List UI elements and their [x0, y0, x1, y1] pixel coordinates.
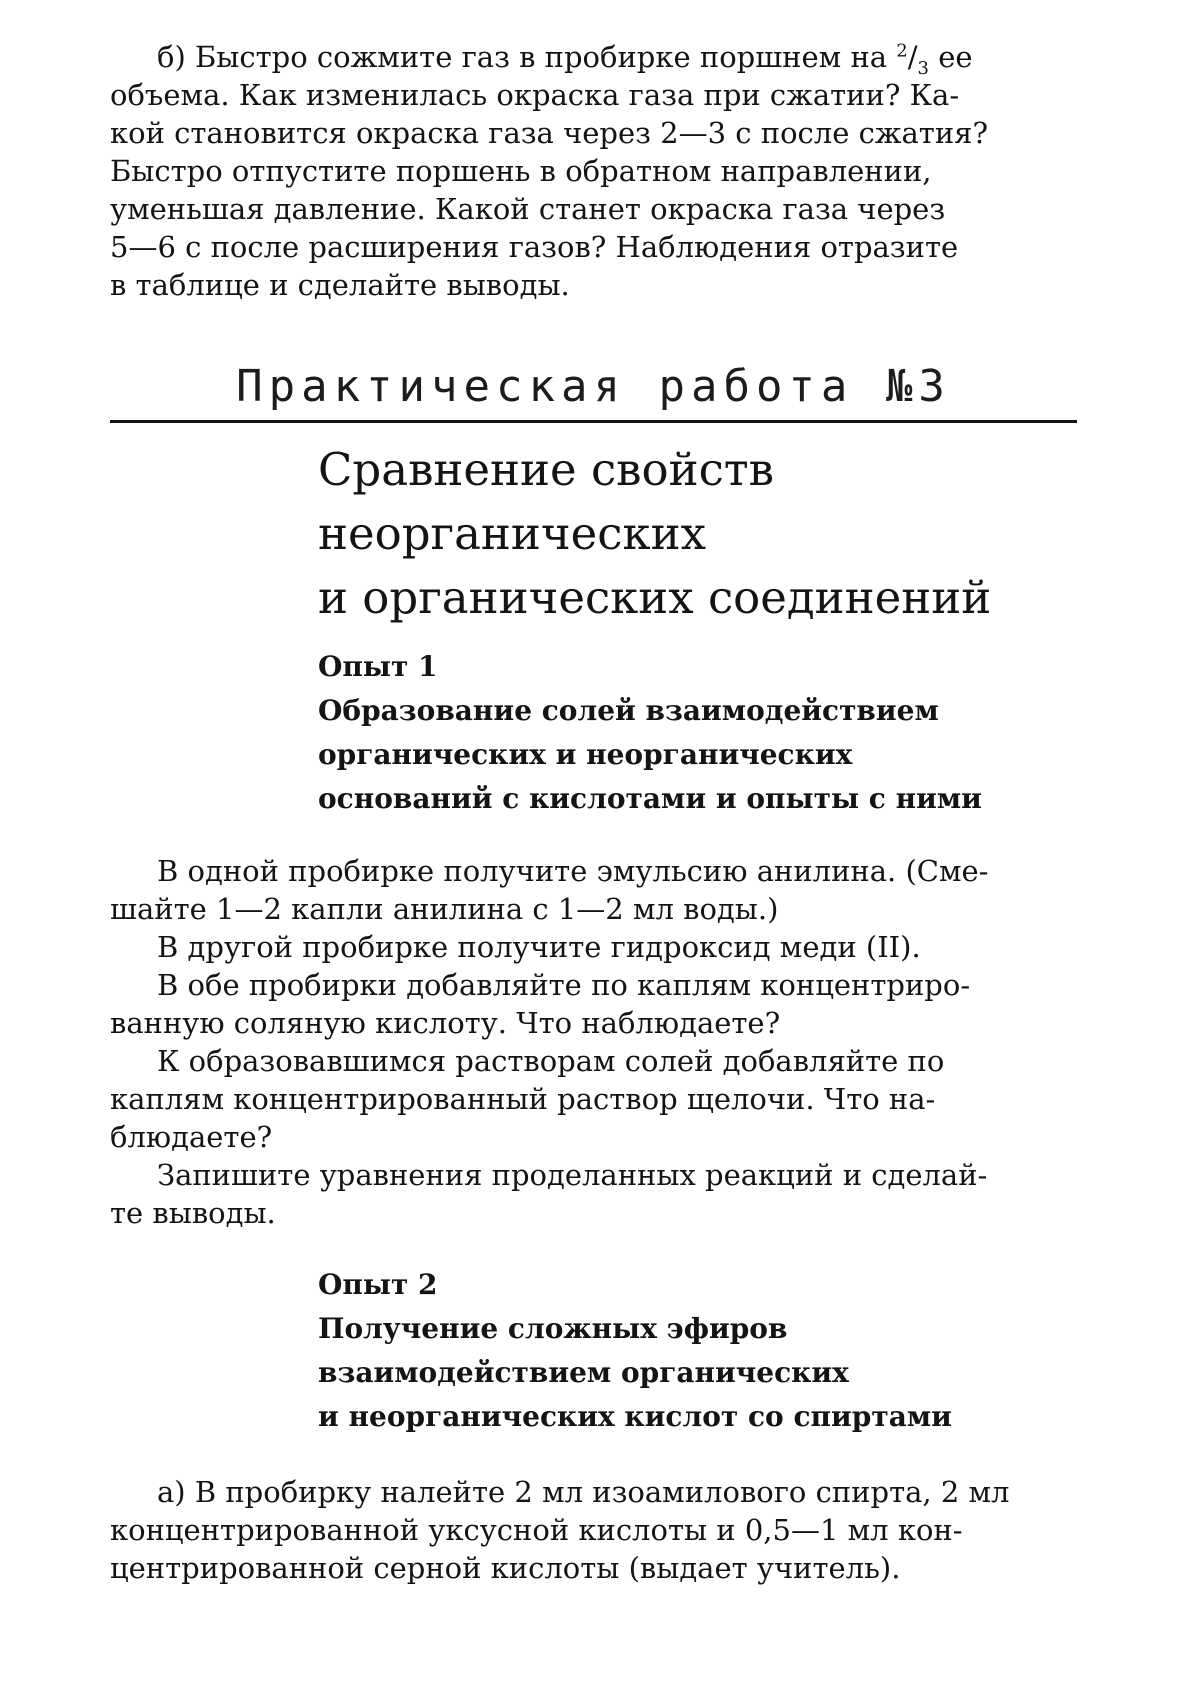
experiment-2-line: концентрированной уксусной кислоты и 0,5—1 мл кон-: [110, 1513, 963, 1547]
experiment-1-subtitle-line: органических и неорганических: [318, 738, 853, 771]
experiment-1-line: Запишите уравнения проделанных реакций и сделай-: [157, 1158, 988, 1192]
intro-line: 5—6 с после расширения газов? Наблюдения отразите: [110, 230, 959, 264]
experiment-1-line: шайте 1—2 капли анилина с 1—2 мл воды.): [110, 892, 779, 926]
experiment-1-text: [110, 852, 1077, 1232]
main-heading-line: неорганических: [318, 507, 706, 560]
intro-paragraph: [110, 38, 1077, 304]
intro-line: уменьшая давление. Какой станет окраска газа через: [110, 192, 946, 226]
experiment-1-subtitle-line: оснований с кислотами и опыты с ними: [318, 782, 982, 815]
fraction-numerator: 2: [896, 40, 908, 62]
intro-line: кой становится окраска газа через 2—3 с после сжатия?: [110, 116, 989, 150]
intro-line: [110, 38, 1077, 79]
experiment-1-line: В обе пробирки добавляйте по каплям концентриро-: [157, 968, 971, 1002]
experiment-1-subtitle-line: Образование солей взаимодействием: [318, 694, 939, 727]
experiment-2-line: а) В пробирку налейте 2 мл изоамилового спирта, 2 мл: [157, 1475, 1010, 1509]
experiment-2-subtitle-line: Получение сложных эфиров: [318, 1312, 788, 1345]
experiment-1-title: Опыт 1: [318, 650, 438, 683]
experiment-2-heading: [318, 1263, 1078, 1439]
experiment-2-text: [110, 1473, 1077, 1587]
experiment-1-line: В другой пробирке получите гидроксид меди (II).: [157, 930, 921, 964]
experiment-1-line: ванную соляную кислоту. Что наблюдаете?: [110, 1006, 781, 1040]
experiment-1-line: каплям концентрированный раствор щелочи. Что на-: [110, 1082, 936, 1116]
intro-line: Быстро отпустите поршень в обратном направлении,: [110, 154, 932, 188]
title-divider: [110, 420, 1077, 423]
practical-work-title: Практическая работа №3: [236, 361, 951, 412]
experiment-1-line: К образовавшимся растворам солей добавляйте по: [157, 1044, 945, 1078]
experiment-2-line: центрированной серной кислоты (выдает учитель).: [110, 1551, 901, 1585]
intro-line: в таблице и сделайте выводы.: [110, 268, 570, 302]
main-heading: [318, 438, 1078, 630]
fraction-denominator: 3: [917, 57, 929, 79]
experiment-2-subtitle-line: взаимодействием органических: [318, 1356, 849, 1389]
experiment-1-line: те выводы.: [110, 1196, 276, 1230]
intro-line-text: б) Быстро сожмите газ в пробирке поршнем на: [157, 40, 888, 74]
fraction-slash: /: [907, 40, 918, 74]
intro-line-tail: ее: [938, 40, 973, 74]
experiment-1-line: В одной пробирке получите эмульсию анилина. (Сме-: [157, 854, 989, 888]
main-heading-line: и органических соединений: [318, 571, 992, 624]
experiment-1-heading: [318, 645, 1078, 821]
experiment-1-line: блюдаете?: [110, 1120, 273, 1154]
experiment-2-title: Опыт 2: [318, 1268, 438, 1301]
main-heading-line: Сравнение свойств: [318, 443, 774, 496]
intro-line: объема. Как изменилась окраска газа при сжатии? Ка-: [110, 78, 960, 112]
experiment-2-subtitle-line: и неорганических кислот со спиртами: [318, 1400, 952, 1433]
